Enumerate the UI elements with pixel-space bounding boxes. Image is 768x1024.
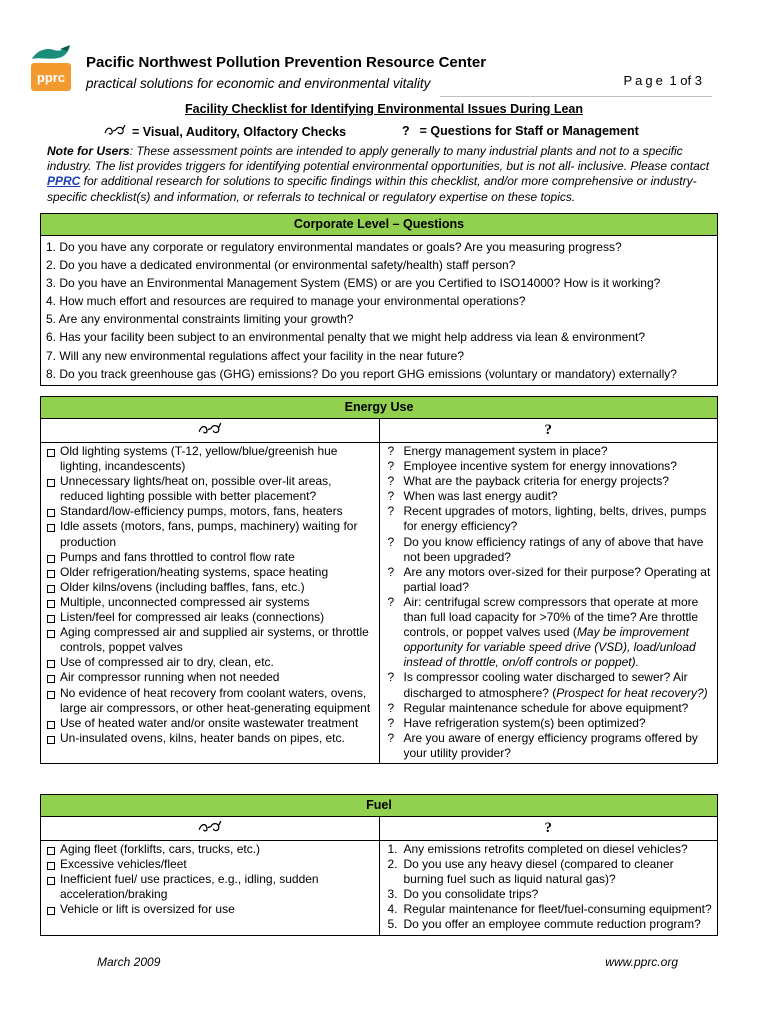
energy-heading: Energy Use (41, 397, 717, 419)
checklist-item: Pumps and fans throttled to control flow rate (46, 550, 375, 565)
note-text-2: for additional research for solutions to specific findings within this checklist, and/or more comprehensive or industry-specific checklist(s) and information, or referrals to technical or regulatory expertise on these topics. (47, 174, 697, 204)
question-item: ? Do you know efficiency ratings of any of above that have not been upgraded? (387, 534, 704, 564)
fuel-visual-header (41, 817, 379, 841)
list-item: 3. Do you have an Environmental Management System (EMS) or are you Certified to ISO14000? How is it working? (46, 276, 661, 291)
eyeglasses-icon (198, 820, 222, 838)
question-item: 4. Regular maintenance for fleet/fuel-consuming equipment? (387, 902, 712, 917)
corporate-table (40, 213, 718, 386)
question-item: ? When was last energy audit? (387, 489, 558, 504)
note-for-users (47, 144, 727, 205)
checklist-item: Older refrigeration/heating systems, space heating (46, 565, 375, 580)
legend-question (402, 124, 639, 138)
energy-column-headers (41, 419, 717, 443)
fuel-questions-column (379, 841, 718, 935)
energy-table (40, 396, 718, 764)
checklist-item: Standard/low-efficiency pumps, motors, fans, heaters (46, 504, 375, 519)
checklist-item: Unnecessary lights/heat on, possible over-lit areas, reduced lighting possible with better placement? (46, 474, 375, 504)
checklist-item: Aging fleet (forklifts, cars, trucks, etc.) (46, 842, 375, 857)
pprc-logo (30, 45, 72, 93)
page-current: 1 (669, 73, 677, 88)
question-item: ? Are you aware of energy efficiency programs offered by your utility provider? (387, 730, 698, 760)
legend-question-text: = Questions for Staff or Management (419, 124, 639, 138)
page-label: Page (623, 73, 666, 88)
list-item: 1. Do you have any corporate or regulatory environmental mandates or goals? Are you measuring progress? (46, 240, 622, 254)
question-item: ? Employee incentive system for energy innovations? (387, 459, 677, 474)
question-item: 1. Any emissions retrofits completed on diesel vehicles? (387, 842, 688, 856)
list-item: 8. Do you track greenhouse gas (GHG) emissions? Do you report GHG emissions (voluntary or mandatory) externally? (46, 366, 677, 381)
question-item: ? Recent upgrades of motors, lighting, belts, drives, pumps for energy efficiency? (387, 504, 707, 534)
checklist-item: Aging compressed air and supplied air systems, or throttle controls, poppet valves (46, 625, 375, 655)
energy-body (41, 443, 717, 763)
list-item: 5. Are any environmental constraints limiting your growth? (46, 312, 354, 327)
fuel-heading: Fuel (41, 795, 717, 817)
note-text-1: : These assessment points are intended to apply generally to many industrial plants and not to a specific industry. The list provides triggers for identifying potential environmental opportunities, but is not all- inclusive. Please contact (47, 144, 710, 174)
header-rule (440, 96, 712, 97)
checklist-item: Excessive vehicles/fleet (46, 857, 375, 872)
document-title: Facility Checklist for Identifying Environmental Issues During Lean (185, 102, 583, 116)
checklist-item: Multiple, unconnected compressed air systems (46, 595, 375, 610)
tagline: practical solutions for economic and environmental vitality (86, 76, 431, 91)
question-item: ? What are the payback criteria for energy projects? (387, 474, 669, 489)
org-name: Pacific Northwest Pollution Prevention Resource Center (86, 54, 487, 71)
checklist-item: Inefficient fuel/ use practices, e.g., idling, sudden acceleration/braking (46, 872, 375, 902)
list-item: 4. How much effort and resources are required to manage your environmental operations? (46, 294, 526, 309)
energy-checks-column (41, 443, 379, 763)
page-of: of (680, 73, 692, 88)
page-total: 3 (694, 73, 702, 88)
checklist-item: Use of heated water and/or onsite wastewater treatment (46, 716, 375, 731)
question-item: ? Air: centrifugal screw compressors that operate at more than full load capacity for >70% of the time? Are throttle controls, or poppet valves used (May be improvement opportunity for variable speed drive (VSD), load/unload instead of throttle, on/off controls or poppet). (387, 594, 699, 670)
footer-date: March 2009 (97, 955, 161, 969)
question-item: ? Is compressor cooling water discharged to sewer? Air discharged to atmosphere? (Prospect for heat recovery?) (387, 670, 708, 700)
checklist-item: Old lighting systems (T-12, yellow/blue/greenish hue lighting, incandescents) (46, 444, 375, 474)
note-label: Note for Users (47, 144, 130, 158)
question-item: 2. Do you use any heavy diesel (compared to cleaner burning fuel such as liquid natural gas)? (387, 857, 674, 887)
legend-visual-text: = Visual, Auditory, Olfactory Checks (132, 124, 347, 139)
list-item: 6. Has your facility been subject to an environmental penalty that we might help address via lean & environment? (46, 330, 646, 345)
checklist-item: Air compressor running when not needed (46, 670, 375, 685)
list-item: 2. Do you have a dedicated environmental (or environmental safety/health) staff person? (46, 258, 516, 273)
pprc-link[interactable]: PPRC (47, 174, 81, 189)
fuel-checks-column (41, 841, 379, 935)
energy-questions-column (379, 443, 718, 763)
checklist-item: Idle assets (motors, fans, pumps, machinery) waiting for production (46, 519, 375, 549)
question-item: ? Regular maintenance schedule for above equipment? (387, 700, 689, 715)
fuel-question-header: ? (379, 817, 718, 841)
checklist-item: Un-insulated ovens, kilns, heater bands on pipes, etc. (46, 731, 375, 746)
page-number (623, 73, 702, 88)
list-item: 7. Will any new environmental regulations affect your facility in the near future? (46, 348, 464, 363)
corporate-questions (41, 236, 717, 385)
corporate-heading: Corporate Level – Questions (41, 214, 717, 236)
eyeglasses-icon (198, 422, 222, 440)
eyeglasses-icon (104, 124, 126, 139)
fuel-column-headers (41, 817, 717, 841)
legend-visual (104, 124, 346, 139)
question-item: ? Are any motors over-sized for their purpose? Operating at partial load? (387, 564, 711, 594)
question-item: 3. Do you consolidate trips? (387, 887, 539, 902)
checklist-item: Older kilns/ovens (including baffles, fans, etc.) (46, 580, 375, 595)
checklist-item: Use of compressed air to dry, clean, etc. (46, 655, 375, 670)
energy-visual-header (41, 419, 379, 443)
question-item: ? Have refrigeration system(s) been optimized? (387, 715, 646, 730)
checklist-item: Vehicle or lift is oversized for use (46, 902, 375, 917)
question-item: ? Energy management system in place? (387, 444, 608, 458)
logo-text: pprc (36, 70, 66, 85)
fuel-body (41, 841, 717, 935)
question-mark-symbol: ? (402, 124, 410, 138)
energy-question-header: ? (379, 419, 718, 443)
checklist-item: No evidence of heat recovery from coolant waters, ovens, large air compressors, or other heat-generating equipment (46, 686, 375, 716)
footer-website[interactable]: www.pprc.org (605, 955, 678, 969)
question-item: 5. Do you offer an employee commute reduction program? (387, 917, 701, 932)
checklist-item: Listen/feel for compressed air leaks (connections) (46, 610, 375, 625)
fuel-table (40, 794, 718, 936)
